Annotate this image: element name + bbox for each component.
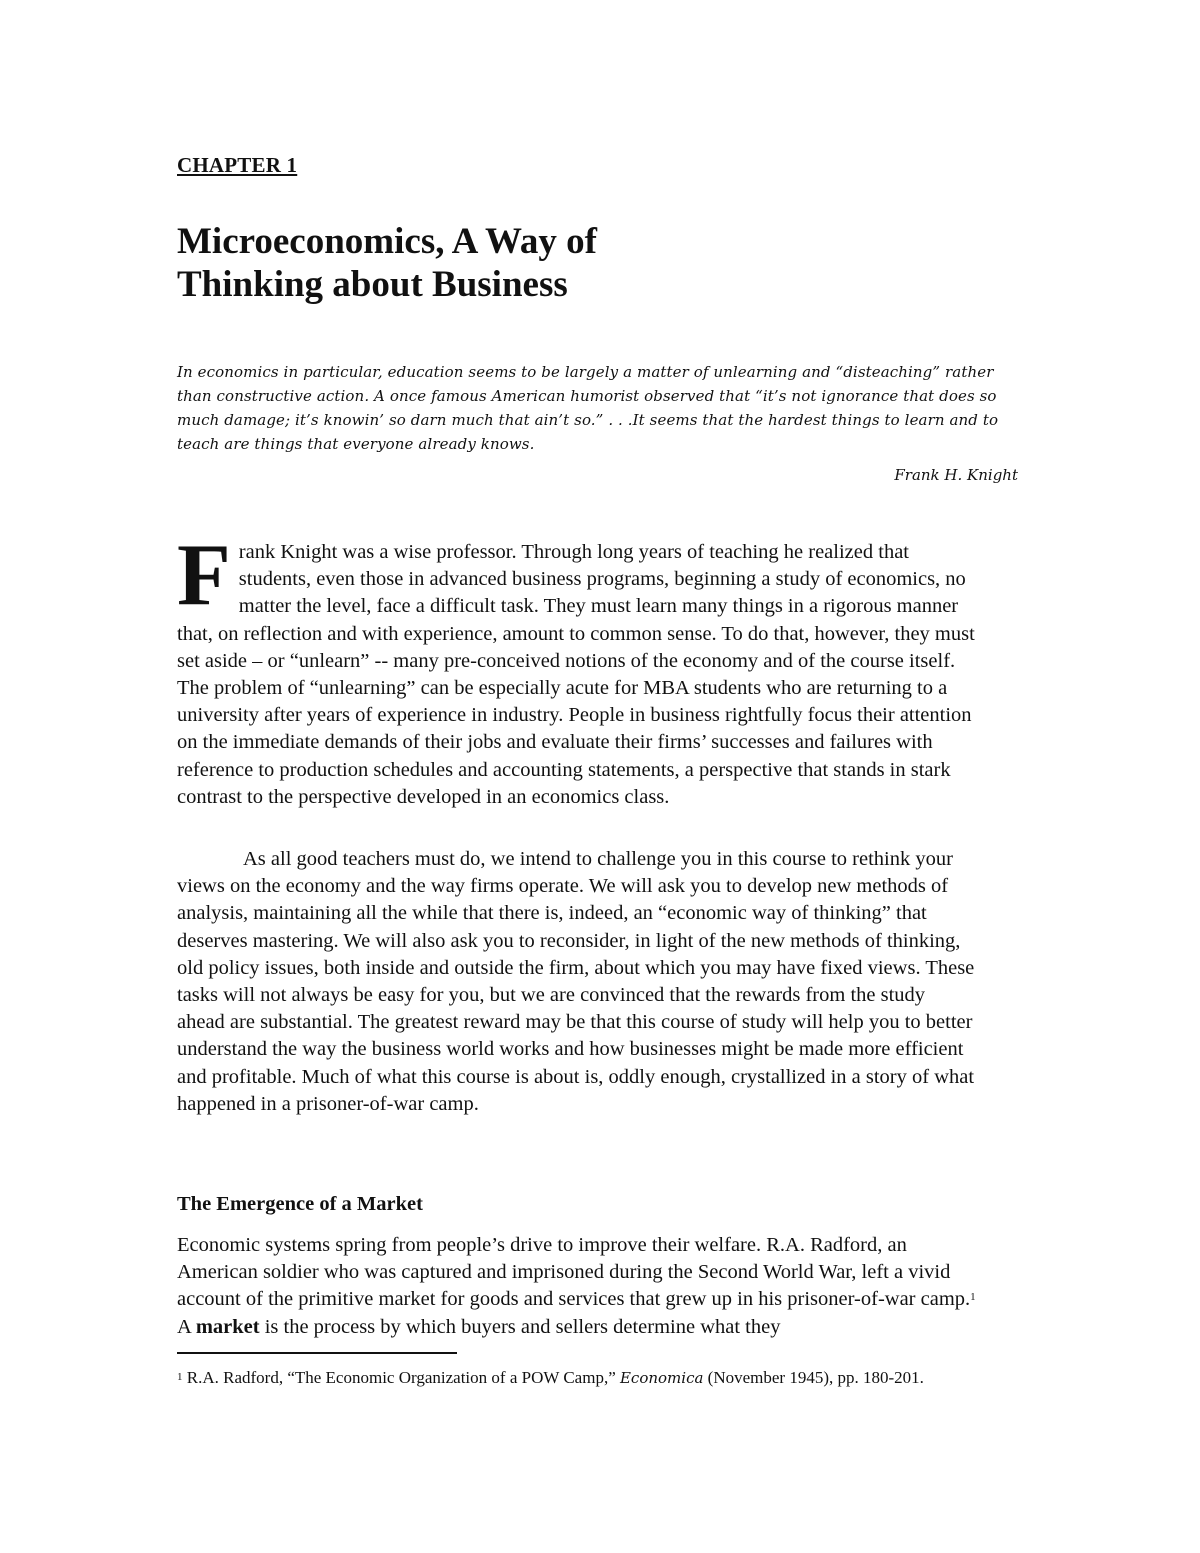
section-heading: The Emergence of a Market bbox=[177, 1193, 423, 1215]
paragraph-3-text bbox=[177, 1232, 977, 1341]
footnote-text-after: (November 1945), pp. 180-201. bbox=[703, 1368, 924, 1387]
bold-term-market: market bbox=[195, 1315, 260, 1338]
paragraph-3-text-after: is the process by which buyers and sellers determine what they bbox=[259, 1315, 781, 1338]
footnote-number: 1 bbox=[177, 1371, 183, 1383]
chapter-title-line-2: Thinking about Business bbox=[177, 264, 568, 305]
footnote-text-before: R.A. Radford, “The Economic Organization of a POW Camp,” bbox=[182, 1368, 620, 1387]
footnote-divider bbox=[177, 1352, 457, 1354]
footnote-journal: Economica bbox=[619, 1369, 704, 1387]
paragraph-1 bbox=[177, 527, 977, 811]
epigraph-attribution: Frank H. Knight bbox=[894, 466, 1018, 484]
paragraph-1-body: rank Knight was a wise professor. Through long years of teaching he realized that students, even those in advanced business programs, beginning a study of economics, no matter the level, face a difficult task. They must learn many things in a rigorous manner that, on reflection and with experience, amount to common sense. To do that, however, they must set aside – or “unlearn” -- many pre-conceived notions of the economy and of the course itself. The problem of “unlearning” can be especially acute for MBA students who are returning to a university after years of experience in industry. People in business rightfully focus their attention on the immediate demands of their jobs and evaluate their firms’ successes and failures with reference to production schedules and accounting statements, a perspective that stands in stark contrast to the perspective developed in an economics class. bbox=[177, 541, 975, 808]
paragraph-2-text: As all good teachers must do, we intend to challenge you in this course to rethink your views on the economy and the way firms operate. We will ask you to develop new methods of analysis, maintaining all the while that there is, indeed, an “economic way of thinking” that deserves mastering. We will also ask you to reconsider, in light of the new methods of thinking, old policy issues, both inside and outside the firm, about which you may have fixed views. These tasks will not always be easy for you, but we are convinced that the rewards from the study ahead are substantial. The greatest reward may be that this course of study will help you to better understand the way the business world works and how businesses might be made more efficient and profitable. Much of what this course is about is, oddly enough, crystallized in a story of what happened in a prisoner-of-war camp. bbox=[177, 848, 975, 1115]
chapter-title-line-1: Microeconomics, A Way of bbox=[177, 221, 597, 262]
paragraph-2 bbox=[177, 846, 977, 1118]
footnote bbox=[177, 1366, 977, 1390]
epigraph bbox=[177, 360, 1027, 456]
chapter-title bbox=[177, 220, 977, 306]
chapter-label: CHAPTER 1 bbox=[177, 153, 298, 177]
drop-cap: F bbox=[177, 527, 231, 624]
paragraph-3-text-middle: A bbox=[177, 1315, 196, 1338]
paragraph-1-text bbox=[177, 527, 977, 811]
paragraph-3 bbox=[177, 1232, 977, 1341]
paragraph-3-text-before: Economic systems spring from people’s drive to improve their welfare. R.A. Radford, an American soldier who was captured and imprisoned during the Second World War, left a vivid account of the primitive market for goods and services that grew up in his prisoner-of-war camp. bbox=[177, 1234, 971, 1311]
footnote-reference[interactable]: 1 bbox=[970, 1291, 976, 1304]
epigraph-text: In economics in particular, education seems to be largely a matter of unlearning and “disteaching” rather than constructive action. A once famous American humorist observed that “it’s not ignorance that does so much damage; it’s knowin’ so darn much that ain’t so.” . . .It seems that the hardest things to learn and to teach are things that everyone already knows. bbox=[177, 363, 999, 453]
